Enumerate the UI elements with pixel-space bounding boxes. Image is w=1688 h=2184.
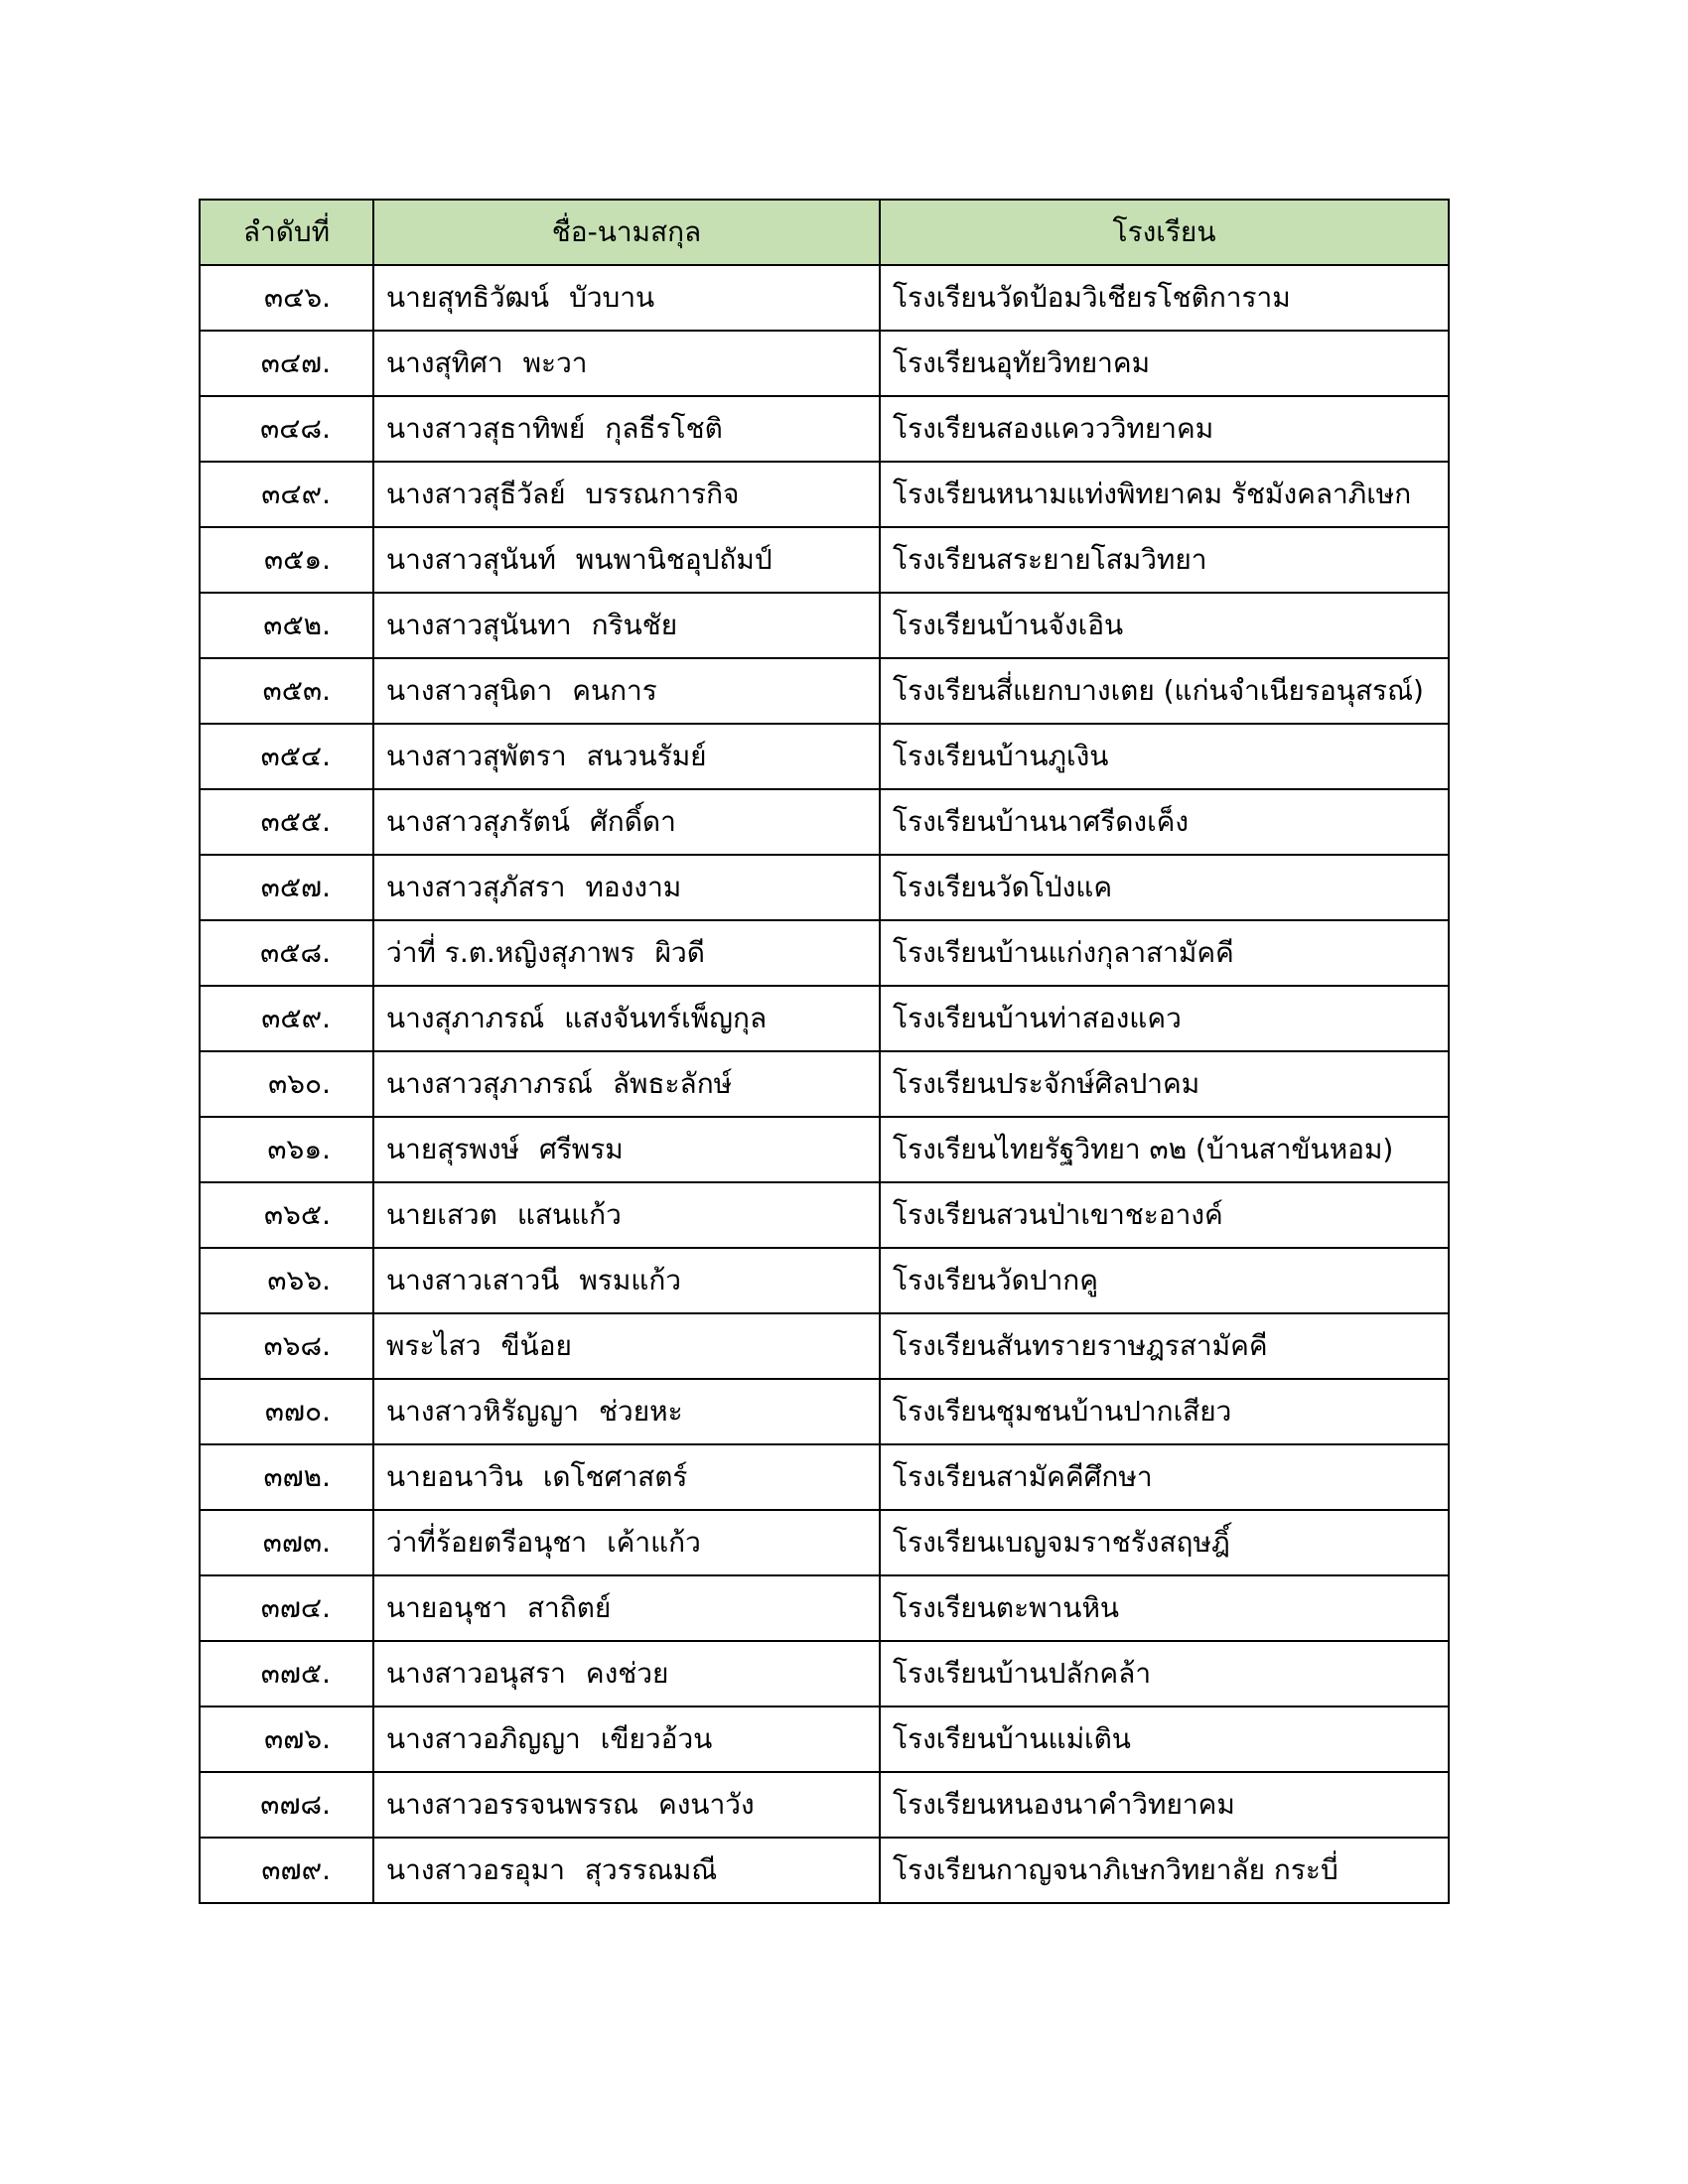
- row-fullname: [373, 1641, 880, 1706]
- table-row: [200, 724, 1449, 789]
- row-number: ๓๔๗.: [200, 331, 373, 396]
- row-fullname: [373, 331, 880, 396]
- first-name: นางสาวสุพัตรา: [386, 740, 567, 773]
- row-number: ๓๖๐.: [200, 1051, 373, 1117]
- row-number: ๓๕๘.: [200, 920, 373, 986]
- first-name: นายสุรพงษ์: [386, 1133, 519, 1166]
- table-row: [200, 1706, 1449, 1772]
- last-name: ศักดิ์ดา: [589, 805, 676, 839]
- row-number: ๓๖๖.: [200, 1248, 373, 1313]
- first-name: นางสาวสุภรัตน์: [386, 805, 570, 839]
- teacher-school-table: [199, 199, 1450, 1904]
- last-name: ทองงาม: [585, 871, 682, 904]
- last-name: สุวรรณมณี: [584, 1853, 718, 1887]
- row-fullname: [373, 593, 880, 658]
- last-name: ลัพธะลักษ์: [612, 1067, 733, 1101]
- row-school: โรงเรียนชุมชนบ้านปากเสียว: [880, 1379, 1449, 1444]
- first-name: นางสาวอนุสรา: [386, 1657, 566, 1691]
- row-school: โรงเรียนหนามแท่งพิทยาคม รัชมังคลาภิเษก: [880, 462, 1449, 527]
- row-fullname: [373, 789, 880, 855]
- last-name: บรรณการกิจ: [585, 478, 740, 511]
- row-school: โรงเรียนบ้านภูเงิน: [880, 724, 1449, 789]
- table-row: [200, 1182, 1449, 1248]
- table-header: [200, 200, 1449, 265]
- row-school: โรงเรียนบ้านแก่งกุลาสามัคคี: [880, 920, 1449, 986]
- last-name: เดโชศาสตร์: [542, 1460, 688, 1494]
- first-name: นางสาวสุธาทิพย์: [386, 412, 586, 446]
- row-fullname: [373, 527, 880, 593]
- row-fullname: [373, 1575, 880, 1641]
- last-name: คงช่วย: [585, 1657, 669, 1691]
- first-name: นายสุทธิวัฒน์: [386, 281, 550, 315]
- row-number: ๓๗๓.: [200, 1510, 373, 1575]
- first-name: นางสาวอรรจนพรรณ: [386, 1788, 639, 1822]
- row-fullname: [373, 1772, 880, 1838]
- table-row: [200, 331, 1449, 396]
- row-number: ๓๕๒.: [200, 593, 373, 658]
- row-school: โรงเรียนบ้านปลักคล้า: [880, 1641, 1449, 1706]
- table-row: [200, 658, 1449, 724]
- first-name: นางสาวสุภัสรา: [386, 871, 566, 904]
- last-name: แสงจันทร์เพ็ญกุล: [564, 1002, 768, 1035]
- row-fullname: [373, 1313, 880, 1379]
- row-number: ๓๗๒.: [200, 1444, 373, 1510]
- first-name: นางสุภาภรณ์: [386, 1002, 545, 1035]
- row-school: โรงเรียนบ้านจังเอิน: [880, 593, 1449, 658]
- last-name: พรมแก้ว: [579, 1264, 682, 1297]
- last-name: กรินชัย: [591, 609, 678, 642]
- table-row: [200, 1772, 1449, 1838]
- last-name: แสนแก้ว: [516, 1198, 622, 1232]
- row-fullname: [373, 1248, 880, 1313]
- row-number: ๓๗๖.: [200, 1706, 373, 1772]
- table-row: [200, 593, 1449, 658]
- table-row: [200, 1444, 1449, 1510]
- row-number: ๓๔๙.: [200, 462, 373, 527]
- row-number: ๓๕๗.: [200, 855, 373, 920]
- first-name: นางสุทิศา: [386, 346, 503, 380]
- row-number: ๓๗๘.: [200, 1772, 373, 1838]
- last-name: สาถิตย์: [526, 1591, 612, 1625]
- table-row: [200, 855, 1449, 920]
- row-fullname: [373, 1379, 880, 1444]
- row-school: โรงเรียนวัดปากคู: [880, 1248, 1449, 1313]
- last-name: เค้าแก้ว: [607, 1526, 701, 1560]
- first-name: นางสาวสุภาภรณ์: [386, 1067, 593, 1101]
- row-number: ๓๔๘.: [200, 396, 373, 462]
- row-number: ๓๕๓.: [200, 658, 373, 724]
- row-number: ๓๗๐.: [200, 1379, 373, 1444]
- table-row: [200, 1051, 1449, 1117]
- row-school: โรงเรียนสวนป่าเขาชะอางค์: [880, 1182, 1449, 1248]
- row-school: โรงเรียนสันทรายราษฎรสามัคคี: [880, 1313, 1449, 1379]
- first-name: นางสาวสุนันท์: [386, 543, 556, 577]
- table-row: [200, 1838, 1449, 1903]
- row-school: โรงเรียนกาญจนาภิเษกวิทยาลัย กระบี่: [880, 1838, 1449, 1903]
- header-row: [200, 200, 1449, 265]
- header-fullname: ชื่อ-นามสกุล: [373, 200, 880, 265]
- first-name: นางสาวสุนันทา: [386, 609, 572, 642]
- first-name: ว่าที่ร้อยตรีอนุชา: [386, 1526, 588, 1560]
- row-school: โรงเรียนบ้านท่าสองแคว: [880, 986, 1449, 1051]
- last-name: ผิวดี: [654, 936, 705, 970]
- row-fullname: [373, 265, 880, 331]
- table-row: [200, 1575, 1449, 1641]
- table-row: [200, 1641, 1449, 1706]
- row-fullname: [373, 986, 880, 1051]
- row-school: โรงเรียนตะพานหิน: [880, 1575, 1449, 1641]
- row-fullname: [373, 1051, 880, 1117]
- row-fullname: [373, 1510, 880, 1575]
- row-school: โรงเรียนบ้านนาศรีดงเค็ง: [880, 789, 1449, 855]
- table-row: [200, 1248, 1449, 1313]
- last-name: กุลธีรโชติ: [605, 412, 723, 446]
- row-school: โรงเรียนวัดป้อมวิเชียรโชติการาม: [880, 265, 1449, 331]
- first-name: นางสาวอรอุมา: [386, 1853, 565, 1887]
- row-number: ๓๖๘.: [200, 1313, 373, 1379]
- table-row: [200, 789, 1449, 855]
- first-name: ว่าที่ ร.ต.หญิงสุภาพร: [386, 936, 635, 970]
- row-number: ๓๗๙.: [200, 1838, 373, 1903]
- table-body: [200, 265, 1449, 1903]
- table-row: [200, 527, 1449, 593]
- row-school: โรงเรียนเบญจมราชรังสฤษฎิ์: [880, 1510, 1449, 1575]
- row-school: โรงเรียนหนองนาคำวิทยาคม: [880, 1772, 1449, 1838]
- first-name: นางสาวสุนิดา: [386, 674, 553, 708]
- row-school: โรงเรียนสองแควววิทยาคม: [880, 396, 1449, 462]
- table-row: [200, 462, 1449, 527]
- header-order: ลำดับที่: [200, 200, 373, 265]
- row-school: โรงเรียนประจักษ์ศิลปาคม: [880, 1051, 1449, 1117]
- table-row: [200, 1510, 1449, 1575]
- first-name: นางสาวอภิญญา: [386, 1722, 581, 1756]
- table-row: [200, 920, 1449, 986]
- row-number: ๓๕๔.: [200, 724, 373, 789]
- row-number: ๓๗๔.: [200, 1575, 373, 1641]
- row-fullname: [373, 724, 880, 789]
- table-row: [200, 396, 1449, 462]
- first-name: พระไสว: [386, 1329, 482, 1363]
- last-name: คงนาวัง: [658, 1788, 755, 1822]
- table-row: [200, 986, 1449, 1051]
- row-number: ๓๕๙.: [200, 986, 373, 1051]
- last-name: ศรีพรม: [538, 1133, 624, 1166]
- last-name: พะวา: [522, 346, 588, 380]
- table-row: [200, 1313, 1449, 1379]
- last-name: สนวนรัมย์: [586, 740, 707, 773]
- row-number: ๓๖๕.: [200, 1182, 373, 1248]
- row-fullname: [373, 1838, 880, 1903]
- last-name: บัวบาน: [569, 281, 655, 315]
- row-fullname: [373, 462, 880, 527]
- row-fullname: [373, 1182, 880, 1248]
- row-number: ๓๖๑.: [200, 1117, 373, 1182]
- row-number: ๓๗๕.: [200, 1641, 373, 1706]
- first-name: นางสาวหิรัญญา: [386, 1395, 580, 1429]
- first-name: นายเสวต: [386, 1198, 497, 1232]
- row-number: ๓๔๖.: [200, 265, 373, 331]
- last-name: เขียวอ้วน: [600, 1722, 713, 1756]
- row-school: โรงเรียนสามัคคีศึกษา: [880, 1444, 1449, 1510]
- header-school: โรงเรียน: [880, 200, 1449, 265]
- last-name: ขีน้อย: [500, 1329, 572, 1363]
- row-school: โรงเรียนวัดโป่งแค: [880, 855, 1449, 920]
- row-number: ๓๕๕.: [200, 789, 373, 855]
- row-school: โรงเรียนไทยรัฐวิทยา ๓๒ (บ้านสาขันหอม): [880, 1117, 1449, 1182]
- row-fullname: [373, 855, 880, 920]
- first-name: นางสาวเสาวนี: [386, 1264, 560, 1297]
- last-name: พนพานิชอุปถัมป์: [575, 543, 773, 577]
- row-school: โรงเรียนสี่แยกบางเตย (แก่นจำเนียรอนุสรณ์): [880, 658, 1449, 724]
- last-name: ช่วยหะ: [599, 1395, 683, 1429]
- table-row: [200, 1379, 1449, 1444]
- table-row: [200, 1117, 1449, 1182]
- last-name: คนการ: [572, 674, 657, 708]
- row-school: โรงเรียนอุทัยวิทยาคม: [880, 331, 1449, 396]
- row-number: ๓๕๑.: [200, 527, 373, 593]
- first-name: นายอนาวิน: [386, 1460, 523, 1494]
- row-fullname: [373, 1117, 880, 1182]
- row-fullname: [373, 1706, 880, 1772]
- row-school: โรงเรียนบ้านแม่เติน: [880, 1706, 1449, 1772]
- row-fullname: [373, 396, 880, 462]
- first-name: นายอนุชา: [386, 1591, 507, 1625]
- row-fullname: [373, 658, 880, 724]
- first-name: นางสาวสุธีวัลย์: [386, 478, 566, 511]
- row-fullname: [373, 920, 880, 986]
- row-fullname: [373, 1444, 880, 1510]
- row-school: โรงเรียนสระยายโสมวิทยา: [880, 527, 1449, 593]
- table-row: [200, 265, 1449, 331]
